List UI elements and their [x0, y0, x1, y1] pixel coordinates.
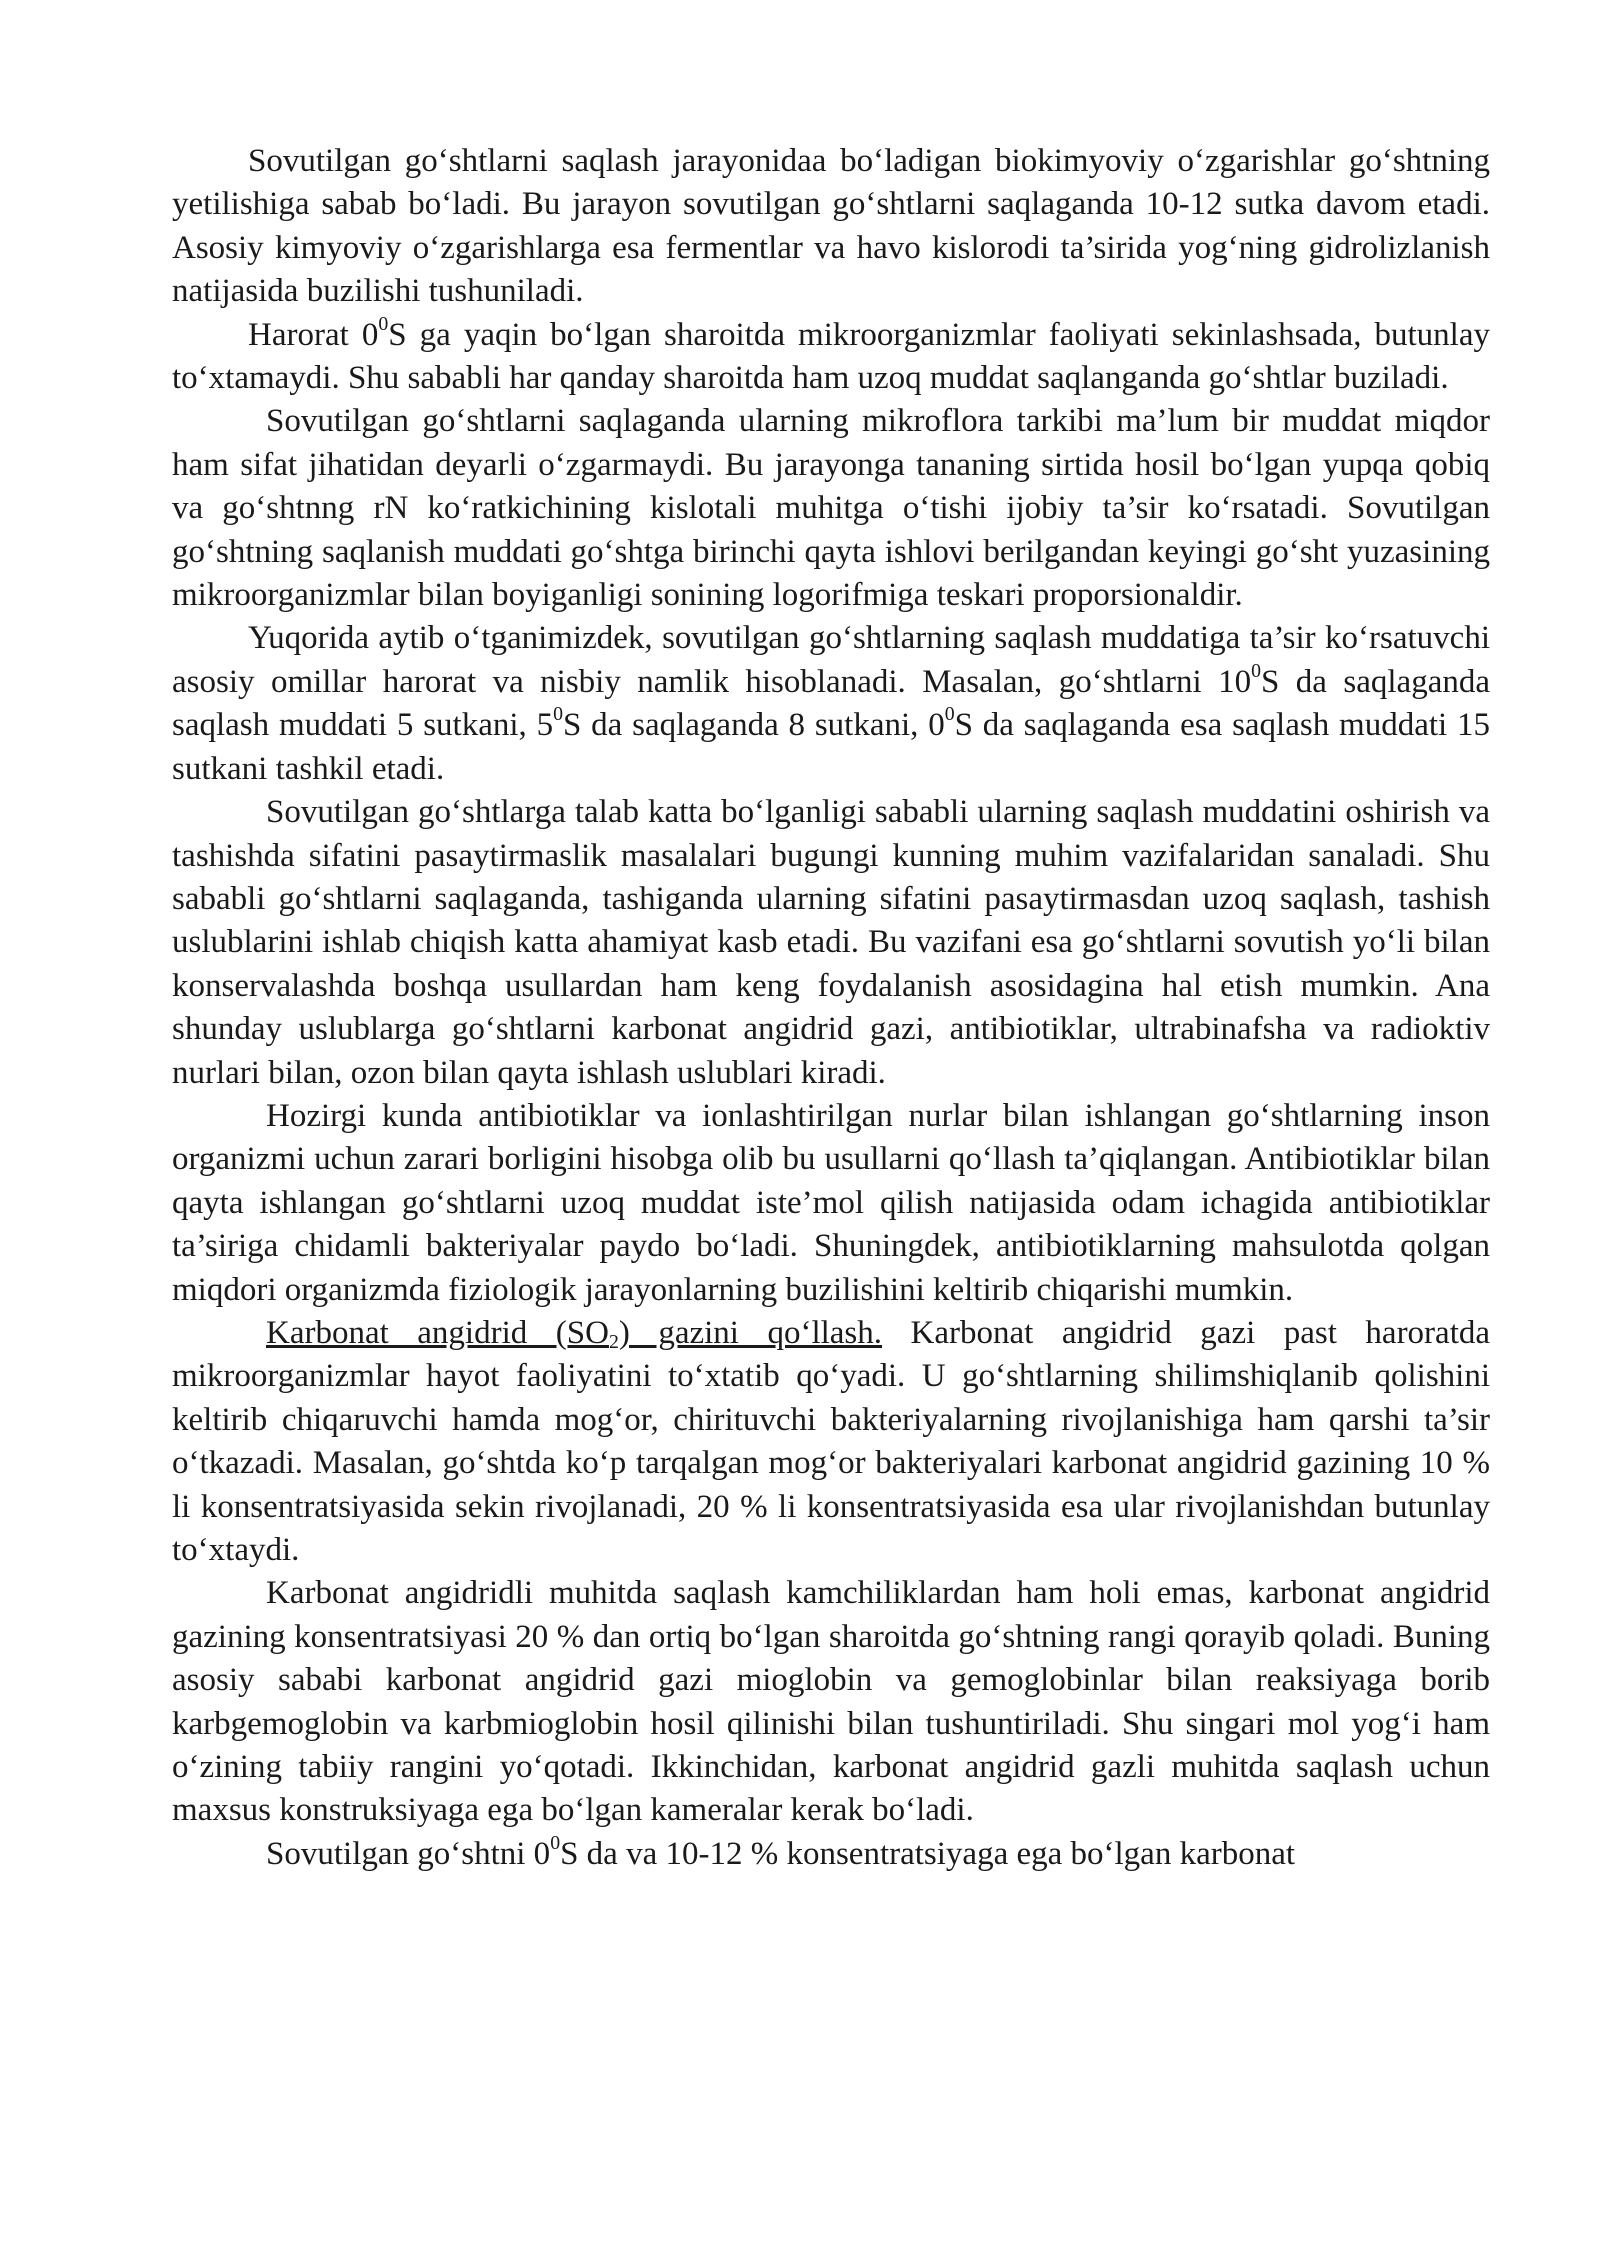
paragraph-4-text-c: S da saqlaganda 8 sutkani, 0 [563, 707, 945, 744]
paragraph-7-text: Karbonat angidrid gazi past haroratda mikroorganizmlar hayot faoliyatini to‘xtatib qo‘yadi. U go‘shtlarning shilimshiqlanib qolishini keltirib chiqaruvchi hamda mog‘or, chirituvchi bakteriyalarning rivojlanishiga ham qarshi ta’sir o‘tkazadi. Masalan, go‘shtda ko‘p tarqalgan mog‘or bakteriyalari karbonat angidrid gazining 10 % li konsentratsiyasida sekin rivojlanadi, 20 % li konsentratsiyasida esa ular rivojlanishdan butunlay to‘xtaydi. [172, 1314, 1491, 1568]
paragraph-2-text-a: Harorat 0 [248, 316, 379, 353]
paragraph-5: Sovutilgan go‘shtlarga talab katta bo‘lganligi sababli ularning saqlash muddatini oshirish va tashishda sifatini pasaytirmaslik masalalari bugungi kunning muhim vazifalaridan sanaladi. Shu sababli go‘shtlarni saqlaganda, tashiganda ularning sifatini pasaytirmasdan uzoq saqlash, tashish uslublarini ishlab chiqish katta ahamiyat kasb etadi. Bu vazifani esa go‘shtlarni sovutish yo‘li bilan konservalashda boshqa usullardan ham keng foydalanish asosidagina hal etish mumkin. Ana shunday uslublarga go‘shtlarni karbonat angidrid gazi, antibiotiklar, ultrabinafsha va radioktiv nurlari bilan, ozon bilan qayta ishlash uslublari kiradi. [172, 794, 1490, 1091]
paragraph-9-text-b: S da va 10-12 % konsentratsiyaga ega bo‘lgan karbonat [560, 1835, 1296, 1872]
paragraph-4-text-b: S da saqlaganda saqlash muddati 5 sutkani, 5 [172, 663, 1490, 744]
paragraph-8: Karbonat angidridli muhitda saqlash kamchiliklardan ham holi emas, karbonat angidrid gazining konsentratsiyasi 20 % dan ortiq bo‘lgan sharoitda go‘shtning rangi qorayib qoladi. Buning asosiy sababi karbonat angidrid gazi mioglobin va gemoglobinlar bilan reaksiyaga borib karbgemoglobin va karbmioglobin hosil qilinishi bilan tushuntiriladi. Shu singari mol yog‘i ham o‘zining tabiiy rangini yo‘qotadi. Ikkinchidan, karbonat angidrid gazli muhitda saqlash uchun maxsus konstruksiyaga ega bo‘lgan kameralar kerak bo‘ladi. [172, 1575, 1490, 1829]
subscript-2: 2 [608, 1330, 619, 1353]
heading-text-a: Karbonat angidrid (SO [266, 1314, 609, 1351]
paragraph-7 [172, 1312, 1490, 1572]
degree-superscript: 0 [378, 312, 389, 335]
paragraph-9 [172, 1833, 1490, 1876]
paragraph-4-text-d: S da saqlaganda esa saqlash muddati 15 sutkani tashkil etadi. [172, 707, 1490, 787]
paragraph-9-text-a: Sovutilgan go‘shtni 0 [266, 1835, 551, 1872]
paragraph-4 [172, 617, 1490, 791]
document-page [172, 140, 1490, 1876]
degree-superscript: 0 [1251, 660, 1262, 683]
paragraph-4-text-a: Yuqorida aytib o‘tganimizdek, sovutilgan go‘shtlarning saqlash muddatiga ta’sir ko‘rsatuvchi asosiy omillar harorat va nisbiy namlik hisoblanadi. Masalan, go‘shtlarni 10 [172, 620, 1490, 700]
paragraph-2-text-b: S ga yaqin bo‘lgan sharoitda mikroorganizmlar faoliyati sekinlashsada, butunlay to‘xtamaydi. Shu sababli har qanday sharoitda ham uzoq muddat saqlanganda go‘shtlar buziladi. [172, 316, 1490, 397]
paragraph-1: Sovutilgan go‘shtlarni saqlash jarayonidaa bo‘ladigan biokimyoviy o‘zgarishlar go‘shtning yetilishiga sabab bo‘ladi. Bu jarayon sovutilgan go‘shtlarni saqlaganda 10-12 sutka davom etadi. Asosiy kimyoviy o‘zgarishlarga esa fermentlar va havo kislorodi ta’sirida yog‘ning gidrolizlanish natijasida buzilishi tushuniladi. [172, 143, 1490, 310]
heading-text-b: ) gazini qo‘llash. [618, 1314, 883, 1351]
degree-superscript: 0 [944, 703, 955, 726]
degree-superscript: 0 [553, 703, 563, 726]
paragraph-6: Hozirgi kunda antibiotiklar va ionlashtirilgan nurlar bilan ishlangan go‘shtlarning inson organizmi uchun zarari borligini hisobga olib bu usullarni qo‘llash ta’qiqlangan. Antibiotiklar bilan qayta ishlangan go‘shtlarni uzoq muddat iste’mol qilish natijasida odam ichagida antibiotiklar ta’siriga chidamli bakteriyalar paydo bo‘ladi. Shuningdek, antibiotiklarning mahsulotda qolgan miqdori organizmda fiziologik jarayonlarning buzilishini keltirib chiqarishi mumkin. [172, 1097, 1490, 1308]
paragraph-3: Sovutilgan go‘shtlarni saqlaganda ularning mikroflora tarkibi ma’lum bir muddat miqdor ham sifat jihatidan deyarli o‘zgarmaydi. Bu jarayonga tananing sirtida hosil bo‘lgan yupqa qobiq va go‘shtnng rN ko‘ratkichining kislotali muhitga o‘tishi ijobiy ta’sir ko‘rsatadi. Sovutilgan go‘shtning saqlanish muddati go‘shtga birinchi qayta ishlovi berilgandan keyingi go‘sht yuzasining mikroorganizmlar bilan boyiganligi sonining logorifmiga teskari proporsionaldir. [172, 403, 1490, 614]
paragraph-2 [172, 314, 1490, 401]
degree-superscript: 0 [550, 1832, 561, 1854]
section-heading-co2 [266, 1315, 882, 1351]
